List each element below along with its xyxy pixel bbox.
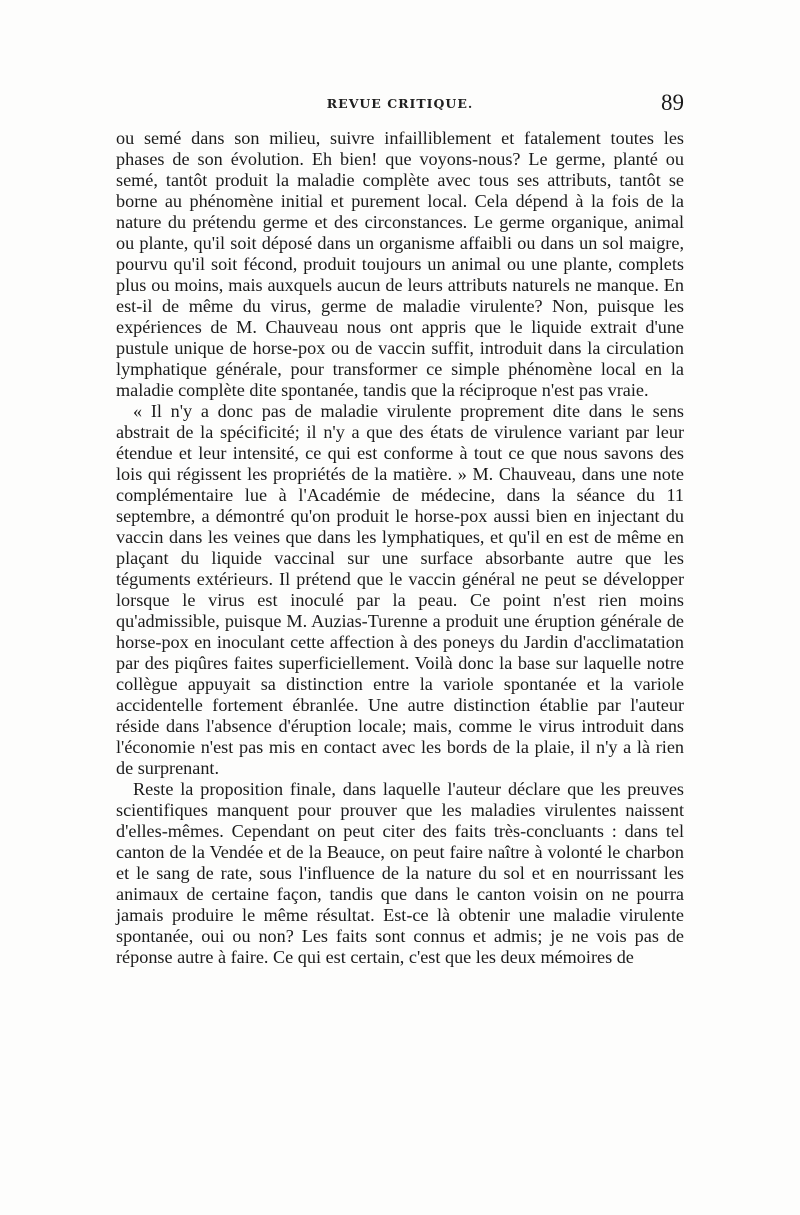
page-number: 89 bbox=[661, 90, 684, 115]
paragraph-quotation: « Il n'y a donc pas de maladie virulente proprement dite dans le sens abstrait de la spécificité; il n'y a que des états de virulence variant par leur étendue et leur intensité, ce qui est conforme à tout ce que nous savons des lois qui régissent les propriétés de la matière. » M. Chauveau, dans une note complémentaire lue à l'Académie de médecine, dans la séance du 11 septembre, a démontré qu'on produit le horse-pox aussi bien en injectant du vaccin dans les veines que dans les lymphatiques, et qu'il en est de même en plaçant du liquide vaccinal sur une surface absorbante autre que les téguments extérieurs. Il prétend que le vaccin général ne peut se développer lorsque le virus est inoculé par la peau. Ce point n'est rien moins qu'admissible, puisque M. Auzias-Turenne a produit une éruption générale de horse-pox en inoculant cette affection à des poneys du Jardin d'acclimatation par des piqûres faites superficiellement. Voilà donc la base sur laquelle notre collègue appuyait sa distinction entre la variole spontanée et la variole accidentelle fortement ébranlée. Une autre distinction établie par l'auteur réside dans l'absence d'éruption locale; mais, comme le virus introduit dans l'économie n'est pas mis en contact avec les bords de la plaie, il n'y a là rien de surprenant. bbox=[116, 401, 684, 778]
body-text bbox=[116, 128, 684, 968]
page-header bbox=[116, 92, 684, 122]
running-head: REVUE CRITIQUE. bbox=[326, 96, 474, 111]
paragraph-continuation: ou semé dans son milieu, suivre infailliblement et fatalement toutes les phases de son évolution. Eh bien! que voyons-nous? Le germe, planté ou semé, tantôt produit la maladie complète avec tous ses attributs, tantôt se borne au phénomène initial et purement local. Cela dépend à la fois de la nature du prétendu germe et des circonstances. Le germe organique, animal ou plante, qu'il soit déposé dans un organisme affaibli ou dans un sol maigre, pourvu qu'il soit fécond, produit toujours un animal ou une plante, complets plus ou moins, mais auxquels aucun de leurs attributs naturels ne manque. En est-il de même du virus, germe de maladie virulente? Non, puisque les expériences de M. Chauveau nous ont appris que le liquide extrait d'une pustule unique de horse-pox ou de vaccin suffit, introduit dans la circulation lymphatique générale, pour transformer ce simple phénomène local en la maladie complète dite spontanée, tandis que la réciproque n'est pas vraie. bbox=[116, 128, 684, 400]
paragraph-final-proposition: Reste la proposition finale, dans laquelle l'auteur déclare que les preuves scientifiques manquent pour prouver que les maladies virulentes naissent d'elles-mêmes. Cependant on peut citer des faits très-concluants : dans tel canton de la Vendée et de la Beauce, on peut faire naître à volonté le charbon et le sang de rate, sous l'influence de la nature du sol et en nourrissant les animaux de certaine façon, tandis que dans le canton voisin on ne pourra jamais produire le même résultat. Est-ce là obtenir une maladie virulente spontanée, oui ou non? Les faits sont connus et admis; je ne vois pas de réponse autre à faire. Ce qui est certain, c'est que les deux mémoires de bbox=[116, 779, 684, 967]
